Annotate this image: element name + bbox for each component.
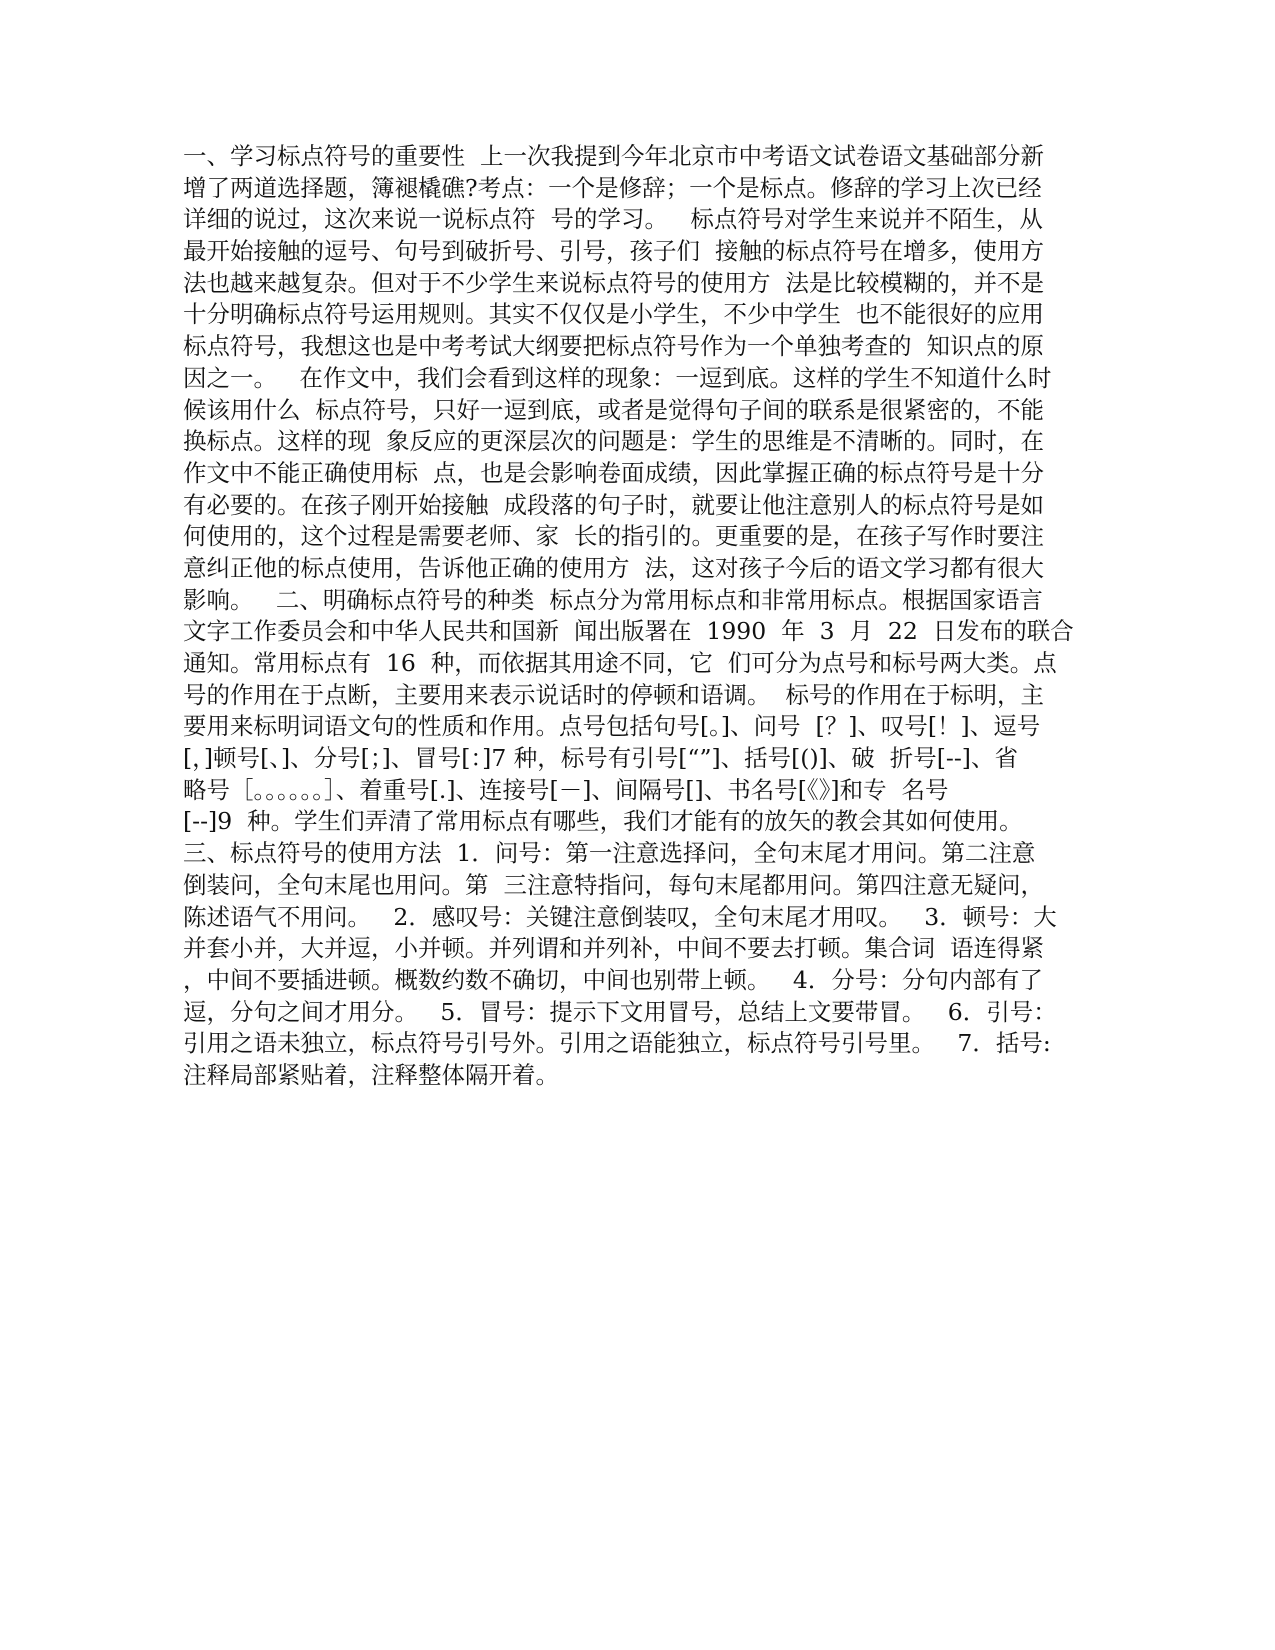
- text-line: 因之一。 在作文中，我们会看到这样的现象：一逗到底。这样的学生不知道什么时: [183, 363, 1052, 392]
- text-line: 略号［。。。。。。］、着重号[.]、连接号[－]、间隔号[]、书名号[《》]和专 名号: [183, 775, 949, 804]
- text-line: 号的作用在于点断，主要用来表示说话时的停顿和语调。 标号的作用在于标明，主: [183, 680, 1044, 709]
- text-line: 三、标点符号的使用方法 1．问号：第一注意选择问，全句末尾才用问。第二注意: [183, 839, 1036, 868]
- text-line: 文字工作委员会和中华人民共和国新 闻出版署在 1990 年 3 月 22 日发布的联合: [183, 617, 1074, 646]
- text-line: 候该用什么 标点符号，只好一逗到底，或者是觉得句子间的联系是很紧密的，不能: [183, 395, 1044, 424]
- text-line: [--]9 种。学生们弄清了常用标点有哪些，我们才能有的放矢的教会其如何使用。: [183, 807, 1023, 836]
- text-line: 十分明确标点符号运用规则。其实不仅仅是小学生，不少中学生 也不能很好的应用: [183, 300, 1044, 329]
- text-line: 增了两道选择题，簿褪橇礁?考点：一个是修辞；一个是标点。修辞的学习上次已经: [183, 173, 1042, 202]
- text-line: 陈述语气不用问。 2．感叹号：关键注意倒装叹，全句末尾才用叹。 3．顿号：大: [183, 902, 1057, 931]
- text-line: 一、学习标点符号的重要性 上一次我提到今年北京市中考语文试卷语文基础部分新: [183, 142, 1044, 170]
- text-line: 何使用的，这个过程是需要老师、家 长的指引的。更重要的是，在孩子写作时要注: [183, 522, 1044, 551]
- text-line: 法也越来越复杂。但对于不少学生来说标点符号的使用方 法是比较模糊的，并不是: [183, 268, 1044, 297]
- text-line: [，]顿号[、]、分号[；]、冒号[：]7 种，标号有引号[“”]、括号[()]、破 折号[--]、省: [183, 744, 1018, 773]
- text-line: 通知。常用标点有 16 种，而依据其用途不同，它 们可分为点号和标号两大类。点: [183, 649, 1057, 677]
- text-line: 换标点。这样的现 象反应的更深层次的问题是：学生的思维是不清晰的。同时，在: [183, 427, 1044, 456]
- text-line: 引用之语未独立，标点符号引号外。引用之语能独立，标点符号引号里。 7．括号:: [183, 1029, 1051, 1058]
- text-line: 要用来标明词语文句的性质和作用。点号包括句号[。]、问号 [？]、叹号[！]、逗号: [183, 712, 1041, 741]
- text-line: 详细的说过，这次来说一说标点符 号的学习。 标点符号对学生来说并不陌生，从: [183, 205, 1043, 234]
- text-line: 并套小并，大并逗，小并顿。并列谓和并列补，中间不要去打顿。集合词 语连得紧: [183, 934, 1044, 963]
- text-line: 标点符号，我想这也是中考考试大纲要把标点符号作为一个单独考查的 知识点的原: [183, 332, 1044, 361]
- text-line: 意纠正他的标点使用，告诉他正确的使用方 法，这对孩子今后的语文学习都有很大: [183, 553, 1044, 582]
- text-line: 逗，分句之间才用分。 5．冒号：提示下文用冒号，总结上文要带冒。 6．引号：: [183, 997, 1057, 1026]
- text-line: 倒装问，全句末尾也用问。第 三注意特指问，每句末尾都用问。第四注意无疑问，: [183, 870, 1044, 899]
- text-line: 有必要的。在孩子刚开始接触 成段落的句子时，就要让他注意别人的标点符号是如: [183, 490, 1044, 519]
- text-line: 注释局部紧贴着，注释整体隔开着。: [183, 1060, 559, 1089]
- text-line: 作文中不能正确使用标 点，也是会影响卷面成绩，因此掌握正确的标点符号是十分: [183, 458, 1044, 487]
- text-line: 影响。 二、明确标点符号的种类 标点分为常用标点和非常用标点。根据国家语言: [183, 585, 1043, 614]
- text-line: 最开始接触的逗号、句号到破折号、引号，孩子们 接触的标点符号在增多，使用方: [183, 237, 1044, 266]
- text-line: ，中间不要插进顿。概数约数不确切，中间也别带上顿。 4．分号：分句内部有了: [183, 965, 1043, 994]
- body-text: [183, 141, 1088, 1092]
